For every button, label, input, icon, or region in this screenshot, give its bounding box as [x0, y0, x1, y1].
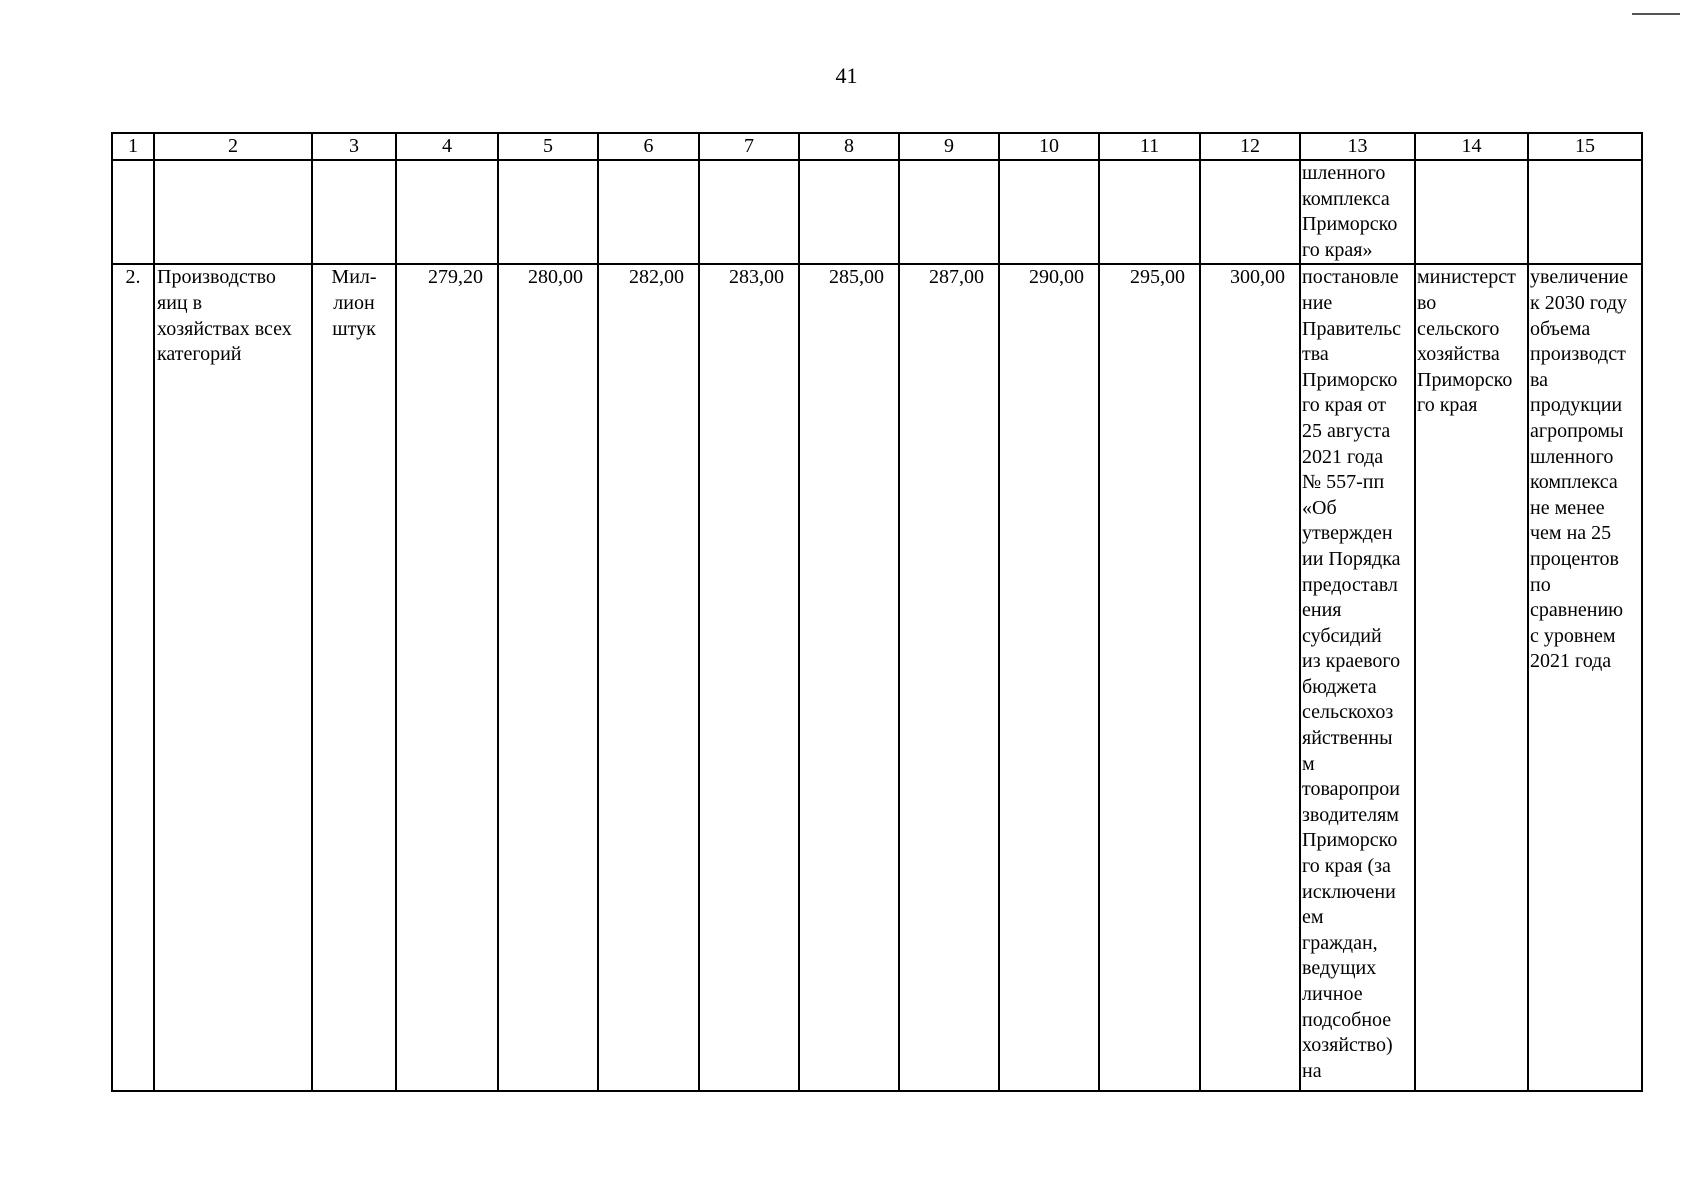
value-col-7: 283,00: [699, 264, 799, 1091]
value-col-10: 290,00: [999, 264, 1099, 1091]
header-col-15: 15: [1528, 133, 1642, 160]
header-col-4: 4: [396, 133, 498, 160]
expected-result: увеличение к 2030 году объема производст ва продукции агропромы шленного комплекса не менее чем на 25 процентов по сравнению с уровнем 2021 года: [1528, 264, 1642, 1091]
header-col-5: 5: [498, 133, 598, 160]
header-col-7: 7: [699, 133, 799, 160]
header-col-1: 1: [112, 133, 154, 160]
header-row: [112, 133, 1642, 160]
header-col-14: 14: [1415, 133, 1528, 160]
continuation-document-text: шленного комплекса Приморско го края»: [1300, 160, 1415, 264]
value-col-9: 287,00: [899, 264, 999, 1091]
page-number: 41: [835, 63, 858, 88]
header-col-10: 10: [999, 133, 1099, 160]
header-col-6: 6: [598, 133, 699, 160]
value-col-8: 285,00: [799, 264, 899, 1091]
indicators-table: [111, 132, 1643, 1092]
table-row: [112, 264, 1642, 1091]
continuation-row: [112, 160, 1642, 264]
value-col-12: 300,00: [1200, 264, 1300, 1091]
header-col-9: 9: [899, 133, 999, 160]
indicator-name: Производство яиц в хозяйствах всех категорий: [154, 264, 312, 1091]
header-col-8: 8: [799, 133, 899, 160]
header-col-2: 2: [154, 133, 312, 160]
header-col-3: 3: [312, 133, 396, 160]
row-number: 2.: [112, 264, 154, 1091]
legal-document-text: постановле ние Правительс тва Приморско го края от 25 августа 2021 года № 557-пп «Об утвержден ии Порядка предоставл ения субсидий из краевого бюджета сельскохоз яйственны м товаропрои зводителям Приморско го края (за исключени ем граждан, ведущих личное подсобное хозяйство) на: [1300, 264, 1415, 1091]
scan-corner-mark: [1632, 13, 1680, 15]
value-col-6: 282,00: [598, 264, 699, 1091]
value-col-4: 279,20: [396, 264, 498, 1091]
unit-of-measure: Мил- лион штук: [312, 264, 396, 1091]
value-col-11: 295,00: [1099, 264, 1200, 1091]
responsible-body: министерст во сельского хозяйства Приморско го края: [1415, 264, 1528, 1091]
value-col-5: 280,00: [498, 264, 598, 1091]
header-col-12: 12: [1200, 133, 1300, 160]
header-col-11: 11: [1099, 133, 1200, 160]
header-col-13: 13: [1300, 133, 1415, 160]
